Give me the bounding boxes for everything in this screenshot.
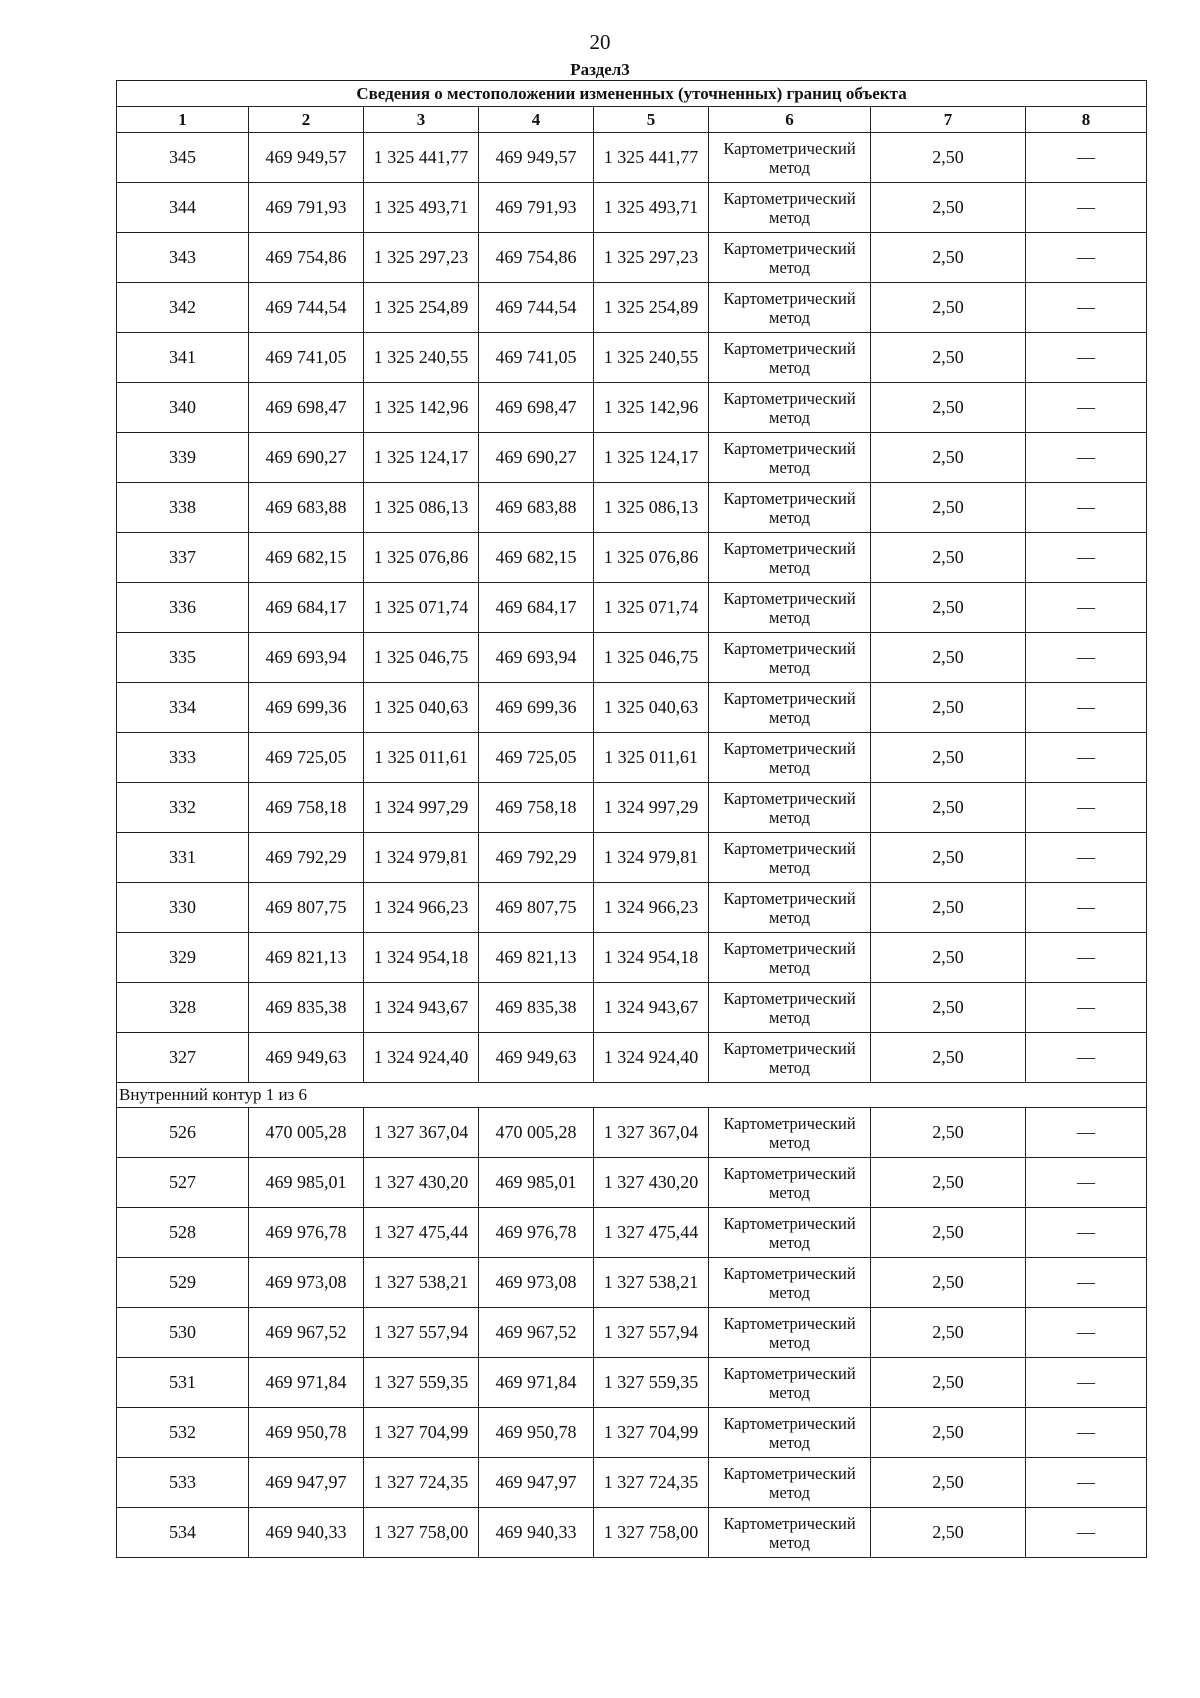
cell-accuracy: 2,50 — [871, 533, 1026, 583]
cell-y-new: 1 325 493,71 — [594, 183, 709, 233]
cell-x-new: 469 967,52 — [479, 1308, 594, 1358]
cell-x-new: 469 698,47 — [479, 383, 594, 433]
cell-y-new: 1 324 966,23 — [594, 883, 709, 933]
cell-description: — — [1026, 133, 1147, 183]
cell-point-number: 340 — [117, 383, 249, 433]
cell-x-existing: 469 973,08 — [249, 1258, 364, 1308]
cell-accuracy: 2,50 — [871, 733, 1026, 783]
cell-y-existing: 1 324 943,67 — [364, 983, 479, 1033]
cell-point-number: 531 — [117, 1358, 249, 1408]
table-row — [117, 1258, 1147, 1308]
cell-x-existing: 469 754,86 — [249, 233, 364, 283]
cell-y-new: 1 325 040,63 — [594, 683, 709, 733]
table-row — [117, 1108, 1147, 1158]
cell-description: — — [1026, 183, 1147, 233]
cell-method: Картометрический метод — [709, 1258, 871, 1308]
table-row — [117, 1508, 1147, 1558]
cell-method: Картометрический метод — [709, 633, 871, 683]
cell-method: Картометрический метод — [709, 333, 871, 383]
cell-x-new: 469 835,38 — [479, 983, 594, 1033]
cell-y-new: 1 325 240,55 — [594, 333, 709, 383]
table-row — [117, 683, 1147, 733]
cell-accuracy: 2,50 — [871, 983, 1026, 1033]
table-row — [117, 383, 1147, 433]
page-number: 20 — [589, 30, 611, 54]
cell-point-number: 343 — [117, 233, 249, 283]
cell-method: Картометрический метод — [709, 583, 871, 633]
cell-y-new: 1 325 086,13 — [594, 483, 709, 533]
cell-x-new: 469 684,17 — [479, 583, 594, 633]
table-row — [117, 1408, 1147, 1458]
cell-method: Картометрический метод — [709, 133, 871, 183]
cell-y-existing: 1 325 040,63 — [364, 683, 479, 733]
cell-x-existing: 469 967,52 — [249, 1308, 364, 1358]
cell-y-existing: 1 327 538,21 — [364, 1258, 479, 1308]
cell-x-existing: 469 683,88 — [249, 483, 364, 533]
cell-y-new: 1 324 924,40 — [594, 1033, 709, 1083]
cell-y-existing: 1 324 924,40 — [364, 1033, 479, 1083]
cell-point-number: 342 — [117, 283, 249, 333]
cell-description: — — [1026, 283, 1147, 333]
contour-label-row — [117, 1083, 1147, 1108]
cell-x-new: 469 940,33 — [479, 1508, 594, 1558]
cell-method: Картометрический метод — [709, 1158, 871, 1208]
cell-accuracy: 2,50 — [871, 183, 1026, 233]
cell-method: Картометрический метод — [709, 183, 871, 233]
cell-y-existing: 1 325 124,17 — [364, 433, 479, 483]
cell-y-existing: 1 325 240,55 — [364, 333, 479, 383]
cell-point-number: 332 — [117, 783, 249, 833]
cell-point-number: 529 — [117, 1258, 249, 1308]
cell-description: — — [1026, 1033, 1147, 1083]
cell-method: Картометрический метод — [709, 483, 871, 533]
cell-point-number: 328 — [117, 983, 249, 1033]
cell-x-new: 469 973,08 — [479, 1258, 594, 1308]
cell-accuracy: 2,50 — [871, 1308, 1026, 1358]
table-row — [117, 1208, 1147, 1258]
cell-accuracy: 2,50 — [871, 1358, 1026, 1408]
column-number-row — [117, 107, 1147, 133]
cell-accuracy: 2,50 — [871, 583, 1026, 633]
cell-method: Картометрический метод — [709, 883, 871, 933]
table-row — [117, 133, 1147, 183]
column-number-3: 3 — [364, 107, 479, 133]
cell-x-new: 469 725,05 — [479, 733, 594, 783]
cell-y-new: 1 324 979,81 — [594, 833, 709, 883]
table-row — [117, 783, 1147, 833]
section-title: Раздел3 — [570, 60, 630, 79]
cell-y-new: 1 325 254,89 — [594, 283, 709, 333]
cell-accuracy: 2,50 — [871, 233, 1026, 283]
cell-description: — — [1026, 1308, 1147, 1358]
cell-y-new: 1 327 704,99 — [594, 1408, 709, 1458]
cell-accuracy: 2,50 — [871, 1508, 1026, 1558]
cell-x-existing: 469 684,17 — [249, 583, 364, 633]
cell-method: Картометрический метод — [709, 1108, 871, 1158]
cell-description: — — [1026, 633, 1147, 683]
cell-x-existing: 469 725,05 — [249, 733, 364, 783]
cell-method: Картометрический метод — [709, 1508, 871, 1558]
cell-point-number: 337 — [117, 533, 249, 583]
cell-x-existing: 469 949,57 — [249, 133, 364, 183]
cell-description: — — [1026, 1258, 1147, 1308]
cell-point-number: 331 — [117, 833, 249, 883]
cell-point-number: 341 — [117, 333, 249, 383]
cell-description: — — [1026, 233, 1147, 283]
cell-accuracy: 2,50 — [871, 1208, 1026, 1258]
cell-x-existing: 469 741,05 — [249, 333, 364, 383]
cell-y-new: 1 327 430,20 — [594, 1158, 709, 1208]
cell-y-existing: 1 327 559,35 — [364, 1358, 479, 1408]
cell-y-new: 1 325 046,75 — [594, 633, 709, 683]
cell-method: Картометрический метод — [709, 283, 871, 333]
cell-accuracy: 2,50 — [871, 433, 1026, 483]
cell-accuracy: 2,50 — [871, 683, 1026, 733]
cell-description: — — [1026, 833, 1147, 883]
cell-x-new: 469 949,57 — [479, 133, 594, 183]
cell-description: — — [1026, 483, 1147, 533]
cell-method: Картометрический метод — [709, 683, 871, 733]
table-row — [117, 183, 1147, 233]
table-row — [117, 1358, 1147, 1408]
cell-description: — — [1026, 533, 1147, 583]
cell-description: — — [1026, 1408, 1147, 1458]
table-row — [117, 483, 1147, 533]
cell-description: — — [1026, 983, 1147, 1033]
cell-y-existing: 1 325 076,86 — [364, 533, 479, 583]
cell-description: — — [1026, 1358, 1147, 1408]
cell-y-new: 1 324 943,67 — [594, 983, 709, 1033]
cell-accuracy: 2,50 — [871, 1408, 1026, 1458]
column-number-6: 6 — [709, 107, 871, 133]
cell-y-existing: 1 327 430,20 — [364, 1158, 479, 1208]
cell-x-new: 469 971,84 — [479, 1358, 594, 1408]
cell-x-existing: 469 821,13 — [249, 933, 364, 983]
cell-description: — — [1026, 933, 1147, 983]
cell-y-new: 1 327 724,35 — [594, 1458, 709, 1508]
cell-description: — — [1026, 733, 1147, 783]
cell-method: Картометрический метод — [709, 1033, 871, 1083]
column-number-8: 8 — [1026, 107, 1147, 133]
cell-accuracy: 2,50 — [871, 133, 1026, 183]
cell-method: Картометрический метод — [709, 433, 871, 483]
boundary-coordinates-table — [116, 80, 1147, 1558]
cell-x-existing: 469 682,15 — [249, 533, 364, 583]
cell-point-number: 530 — [117, 1308, 249, 1358]
cell-description: — — [1026, 1458, 1147, 1508]
cell-method: Картометрический метод — [709, 833, 871, 883]
cell-y-new: 1 325 071,74 — [594, 583, 709, 633]
cell-y-existing: 1 327 557,94 — [364, 1308, 479, 1358]
cell-method: Картометрический метод — [709, 233, 871, 283]
cell-x-new: 469 807,75 — [479, 883, 594, 933]
cell-method: Картометрический метод — [709, 533, 871, 583]
cell-point-number: 345 — [117, 133, 249, 183]
column-number-5: 5 — [594, 107, 709, 133]
cell-method: Картометрический метод — [709, 1458, 871, 1508]
cell-accuracy: 2,50 — [871, 883, 1026, 933]
table-row — [117, 1458, 1147, 1508]
cell-x-existing: 469 699,36 — [249, 683, 364, 733]
cell-y-existing: 1 324 997,29 — [364, 783, 479, 833]
cell-method: Картометрический метод — [709, 783, 871, 833]
cell-y-existing: 1 325 011,61 — [364, 733, 479, 783]
cell-y-existing: 1 325 086,13 — [364, 483, 479, 533]
table-row — [117, 583, 1147, 633]
cell-description: — — [1026, 783, 1147, 833]
table-row — [117, 233, 1147, 283]
table-row — [117, 283, 1147, 333]
cell-description: — — [1026, 333, 1147, 383]
cell-x-existing: 469 693,94 — [249, 633, 364, 683]
cell-method: Картометрический метод — [709, 383, 871, 433]
cell-x-existing: 470 005,28 — [249, 1108, 364, 1158]
cell-x-new: 469 744,54 — [479, 283, 594, 333]
table-row — [117, 933, 1147, 983]
table-row — [117, 733, 1147, 783]
cell-y-existing: 1 325 493,71 — [364, 183, 479, 233]
cell-accuracy: 2,50 — [871, 483, 1026, 533]
cell-y-existing: 1 325 441,77 — [364, 133, 479, 183]
cell-y-new: 1 325 124,17 — [594, 433, 709, 483]
cell-point-number: 532 — [117, 1408, 249, 1458]
cell-point-number: 327 — [117, 1033, 249, 1083]
cell-x-existing: 469 835,38 — [249, 983, 364, 1033]
table-row — [117, 1308, 1147, 1358]
cell-accuracy: 2,50 — [871, 1108, 1026, 1158]
cell-accuracy: 2,50 — [871, 383, 1026, 433]
cell-x-existing: 469 792,29 — [249, 833, 364, 883]
column-number-1: 1 — [117, 107, 249, 133]
cell-description: — — [1026, 433, 1147, 483]
cell-y-new: 1 327 538,21 — [594, 1258, 709, 1308]
cell-x-existing: 469 744,54 — [249, 283, 364, 333]
cell-y-new: 1 327 367,04 — [594, 1108, 709, 1158]
cell-method: Картометрический метод — [709, 933, 871, 983]
cell-x-new: 469 976,78 — [479, 1208, 594, 1258]
cell-y-existing: 1 327 724,35 — [364, 1458, 479, 1508]
cell-y-new: 1 325 142,96 — [594, 383, 709, 433]
cell-point-number: 526 — [117, 1108, 249, 1158]
cell-x-existing: 469 985,01 — [249, 1158, 364, 1208]
cell-point-number: 534 — [117, 1508, 249, 1558]
cell-accuracy: 2,50 — [871, 1458, 1026, 1508]
cell-y-existing: 1 327 704,99 — [364, 1408, 479, 1458]
contour-label: Внутренний контур 1 из 6 — [117, 1083, 1147, 1108]
cell-x-new: 470 005,28 — [479, 1108, 594, 1158]
cell-y-existing: 1 325 142,96 — [364, 383, 479, 433]
cell-x-new: 469 821,13 — [479, 933, 594, 983]
cell-point-number: 333 — [117, 733, 249, 783]
cell-y-existing: 1 327 367,04 — [364, 1108, 479, 1158]
cell-x-existing: 469 950,78 — [249, 1408, 364, 1458]
cell-x-existing: 469 940,33 — [249, 1508, 364, 1558]
cell-point-number: 335 — [117, 633, 249, 683]
cell-method: Картометрический метод — [709, 1408, 871, 1458]
cell-x-existing: 469 807,75 — [249, 883, 364, 933]
cell-y-new: 1 327 475,44 — [594, 1208, 709, 1258]
cell-x-new: 469 690,27 — [479, 433, 594, 483]
cell-y-existing: 1 325 071,74 — [364, 583, 479, 633]
table-row — [117, 533, 1147, 583]
cell-description: — — [1026, 1158, 1147, 1208]
column-number-7: 7 — [871, 107, 1026, 133]
cell-y-existing: 1 324 954,18 — [364, 933, 479, 983]
cell-x-existing: 469 976,78 — [249, 1208, 364, 1258]
cell-y-new: 1 325 011,61 — [594, 733, 709, 783]
cell-point-number: 330 — [117, 883, 249, 933]
cell-accuracy: 2,50 — [871, 1033, 1026, 1083]
cell-point-number: 528 — [117, 1208, 249, 1258]
table-body — [117, 133, 1147, 1558]
cell-point-number: 334 — [117, 683, 249, 733]
cell-x-existing: 469 698,47 — [249, 383, 364, 433]
cell-accuracy: 2,50 — [871, 633, 1026, 683]
cell-x-existing: 469 949,63 — [249, 1033, 364, 1083]
cell-point-number: 339 — [117, 433, 249, 483]
cell-x-new: 469 758,18 — [479, 783, 594, 833]
cell-y-existing: 1 325 254,89 — [364, 283, 479, 333]
cell-y-new: 1 325 441,77 — [594, 133, 709, 183]
cell-y-existing: 1 327 475,44 — [364, 1208, 479, 1258]
table-row — [117, 983, 1147, 1033]
cell-description: — — [1026, 1208, 1147, 1258]
cell-method: Картометрический метод — [709, 1358, 871, 1408]
cell-method: Картометрический метод — [709, 1208, 871, 1258]
table-caption: Сведения о местоположении измененных (уточненных) границ объекта — [117, 81, 1147, 107]
cell-y-new: 1 324 954,18 — [594, 933, 709, 983]
cell-accuracy: 2,50 — [871, 333, 1026, 383]
table-row — [117, 1033, 1147, 1083]
cell-point-number: 338 — [117, 483, 249, 533]
cell-y-new: 1 324 997,29 — [594, 783, 709, 833]
cell-x-new: 469 693,94 — [479, 633, 594, 683]
cell-x-existing: 469 690,27 — [249, 433, 364, 483]
cell-accuracy: 2,50 — [871, 283, 1026, 333]
cell-method: Картометрический метод — [709, 1308, 871, 1358]
cell-point-number: 336 — [117, 583, 249, 633]
cell-y-new: 1 327 557,94 — [594, 1308, 709, 1358]
table-row — [117, 883, 1147, 933]
cell-x-new: 469 741,05 — [479, 333, 594, 383]
cell-method: Картометрический метод — [709, 983, 871, 1033]
cell-description: — — [1026, 583, 1147, 633]
cell-x-new: 469 683,88 — [479, 483, 594, 533]
cell-x-new: 469 699,36 — [479, 683, 594, 733]
cell-accuracy: 2,50 — [871, 833, 1026, 883]
cell-x-new: 469 792,29 — [479, 833, 594, 883]
cell-x-existing: 469 947,97 — [249, 1458, 364, 1508]
cell-x-existing: 469 971,84 — [249, 1358, 364, 1408]
cell-y-new: 1 327 758,00 — [594, 1508, 709, 1558]
cell-x-new: 469 950,78 — [479, 1408, 594, 1458]
table-row — [117, 433, 1147, 483]
cell-y-existing: 1 327 758,00 — [364, 1508, 479, 1558]
cell-accuracy: 2,50 — [871, 933, 1026, 983]
column-number-2: 2 — [249, 107, 364, 133]
cell-x-new: 469 682,15 — [479, 533, 594, 583]
cell-y-existing: 1 325 297,23 — [364, 233, 479, 283]
cell-y-existing: 1 324 979,81 — [364, 833, 479, 883]
cell-description: — — [1026, 383, 1147, 433]
cell-description: — — [1026, 1108, 1147, 1158]
cell-description: — — [1026, 683, 1147, 733]
table-row — [117, 1158, 1147, 1208]
cell-point-number: 533 — [117, 1458, 249, 1508]
cell-x-new: 469 949,63 — [479, 1033, 594, 1083]
cell-description: — — [1026, 883, 1147, 933]
cell-accuracy: 2,50 — [871, 783, 1026, 833]
cell-point-number: 344 — [117, 183, 249, 233]
cell-x-new: 469 985,01 — [479, 1158, 594, 1208]
cell-description: — — [1026, 1508, 1147, 1558]
cell-accuracy: 2,50 — [871, 1158, 1026, 1208]
cell-x-new: 469 791,93 — [479, 183, 594, 233]
cell-accuracy: 2,50 — [871, 1258, 1026, 1308]
column-number-4: 4 — [479, 107, 594, 133]
table-row — [117, 833, 1147, 883]
cell-method: Картометрический метод — [709, 733, 871, 783]
cell-point-number: 329 — [117, 933, 249, 983]
table-row — [117, 633, 1147, 683]
cell-x-existing: 469 758,18 — [249, 783, 364, 833]
cell-y-existing: 1 325 046,75 — [364, 633, 479, 683]
cell-y-new: 1 327 559,35 — [594, 1358, 709, 1408]
cell-point-number: 527 — [117, 1158, 249, 1208]
cell-y-new: 1 325 076,86 — [594, 533, 709, 583]
cell-x-new: 469 947,97 — [479, 1458, 594, 1508]
cell-x-existing: 469 791,93 — [249, 183, 364, 233]
table-row — [117, 333, 1147, 383]
cell-x-new: 469 754,86 — [479, 233, 594, 283]
cell-y-new: 1 325 297,23 — [594, 233, 709, 283]
cell-y-existing: 1 324 966,23 — [364, 883, 479, 933]
